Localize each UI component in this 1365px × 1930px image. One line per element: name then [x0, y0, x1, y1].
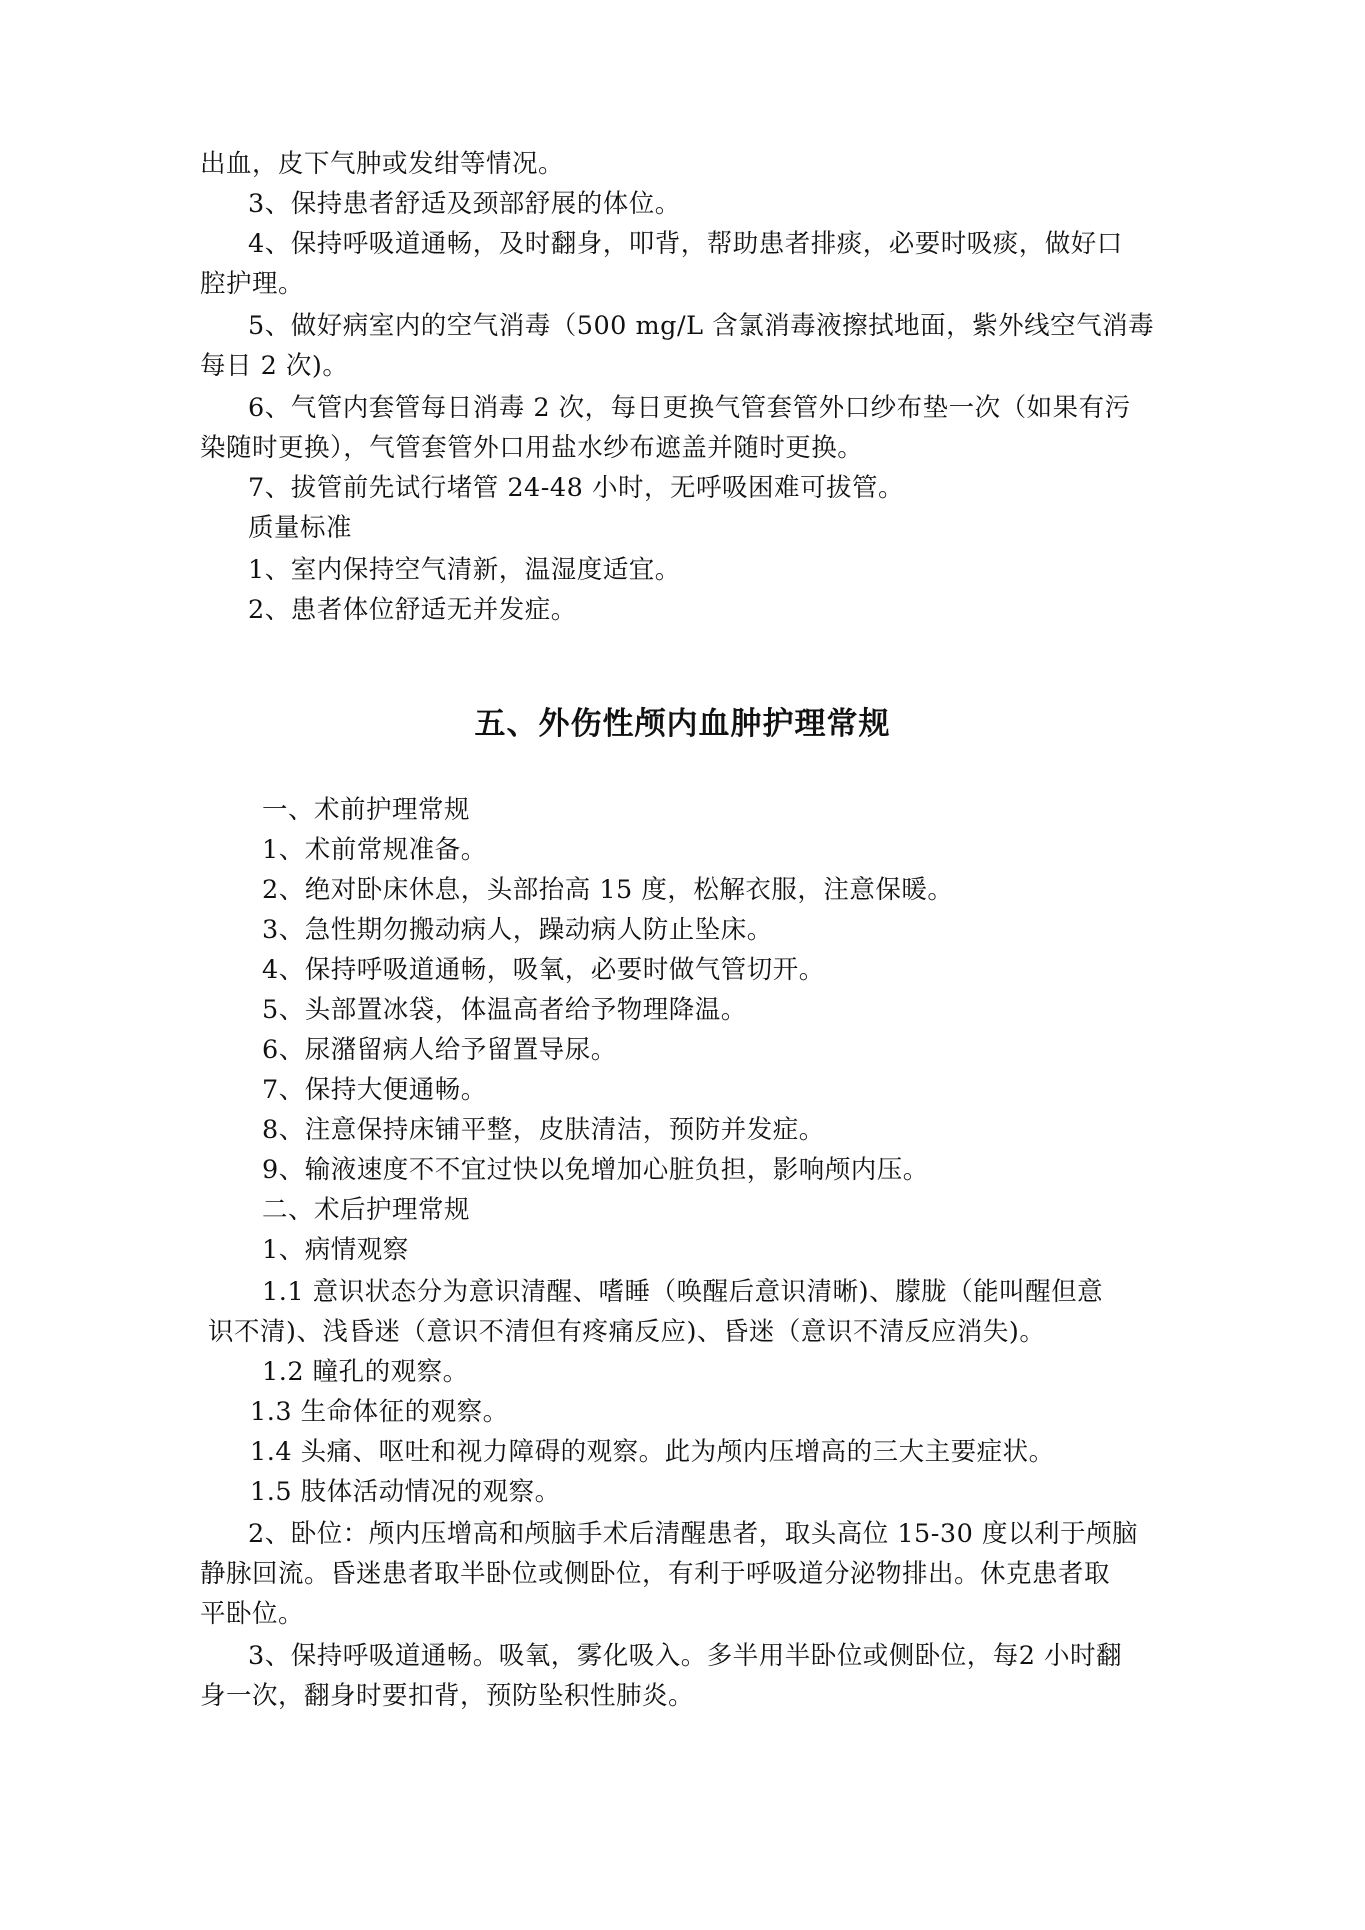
subheading-preop: 一、术前护理常规 [262, 795, 471, 825]
paragraph-line: 1.1 意识状态分为意识清醒、嗜睡（唤醒后意识清晰)、朦胧（能叫醒但意 [262, 1277, 1104, 1307]
paragraph-line: 1.3 生命体征的观察。 [250, 1397, 509, 1427]
paragraph-line: 2、患者体位舒适无并发症。 [248, 595, 577, 625]
paragraph-line: 6、尿潴留病人给予留置导尿。 [262, 1035, 617, 1065]
paragraph-line: 出血，皮下气肿或发绀等情况。 [200, 149, 565, 179]
paragraph-line: 1、术前常规准备。 [262, 835, 487, 865]
paragraph-line: 3、急性期勿搬动病人，躁动病人防止坠床。 [262, 915, 773, 945]
paragraph-line: 4、保持呼吸道通畅，及时翻身，叩背，帮助患者排痰，必要时吸痰，做好口 [248, 229, 1123, 259]
paragraph-line: 6、气管内套管每日消毒 2 次，每日更换气管套管外口纱布垫一次（如果有污 [248, 393, 1131, 423]
subheading-quality-standard: 质量标准 [248, 513, 353, 543]
section-title: 五、外伤性颅内血肿护理常规 [474, 706, 891, 742]
paragraph-line: 7、保持大便通畅。 [262, 1075, 487, 1105]
paragraph-line: 1.4 头痛、呕吐和视力障碍的观察。此为颅内压增高的三大主要症状。 [250, 1437, 1055, 1467]
paragraph-line: 3、保持呼吸道通畅。吸氧，雾化吸入。多半用半卧位或侧卧位，每2 小时翻 [248, 1641, 1123, 1671]
paragraph-line: 1、室内保持空气清新，温湿度适宜。 [248, 555, 681, 585]
paragraph-line: 染随时更换），气管套管外口用盐水纱布遮盖并随时更换。 [200, 433, 864, 463]
paragraph-line: 1.5 肢体活动情况的观察。 [250, 1477, 561, 1507]
paragraph-line: 2、卧位：颅内压增高和颅脑手术后清醒患者，取头高位 15-30 度以利于颅脑 [248, 1519, 1138, 1549]
paragraph-line: 8、注意保持床铺平整，皮肤清洁，预防并发症。 [262, 1115, 825, 1145]
paragraph-line: 4、保持呼吸道通畅，吸氧，必要时做气管切开。 [262, 955, 825, 985]
paragraph-line: 身一次，翻身时要扣背，预防坠积性肺炎。 [200, 1681, 695, 1711]
paragraph-line: 2、绝对卧床休息，头部抬高 15 度，松解衣服，注意保暖。 [262, 875, 954, 905]
paragraph-line: 5、头部置冰袋，体温高者给予物理降温。 [262, 995, 747, 1025]
paragraph-line: 每日 2 次)。 [200, 351, 349, 381]
paragraph-line: 腔护理。 [200, 269, 305, 299]
paragraph-line: 3、保持患者舒适及颈部舒展的体位。 [248, 189, 681, 219]
subheading-postop: 二、术后护理常规 [262, 1195, 471, 1225]
paragraph-line: 1.2 瞳孔的观察。 [262, 1357, 469, 1387]
paragraph-line: 静脉回流。昏迷患者取半卧位或侧卧位，有利于呼吸道分泌物排出。休克患者取 [200, 1559, 1111, 1589]
paragraph-line: 7、拔管前先试行堵管 24-48 小时，无呼吸困难可拔管。 [248, 473, 904, 503]
paragraph-line: 识不清)、浅昏迷（意识不清但有疼痛反应)、昏迷（意识不清反应消失)。 [208, 1317, 1046, 1347]
paragraph-line: 9、输液速度不不宜过快以免增加心脏负担，影响颅内压。 [262, 1155, 929, 1185]
paragraph-line: 5、做好病室内的空气消毒（500 mg/L 含氯消毒液擦拭地面，紫外线空气消毒 [248, 311, 1155, 341]
paragraph-line: 1、病情观察 [262, 1235, 409, 1265]
paragraph-line: 平卧位。 [200, 1599, 305, 1629]
